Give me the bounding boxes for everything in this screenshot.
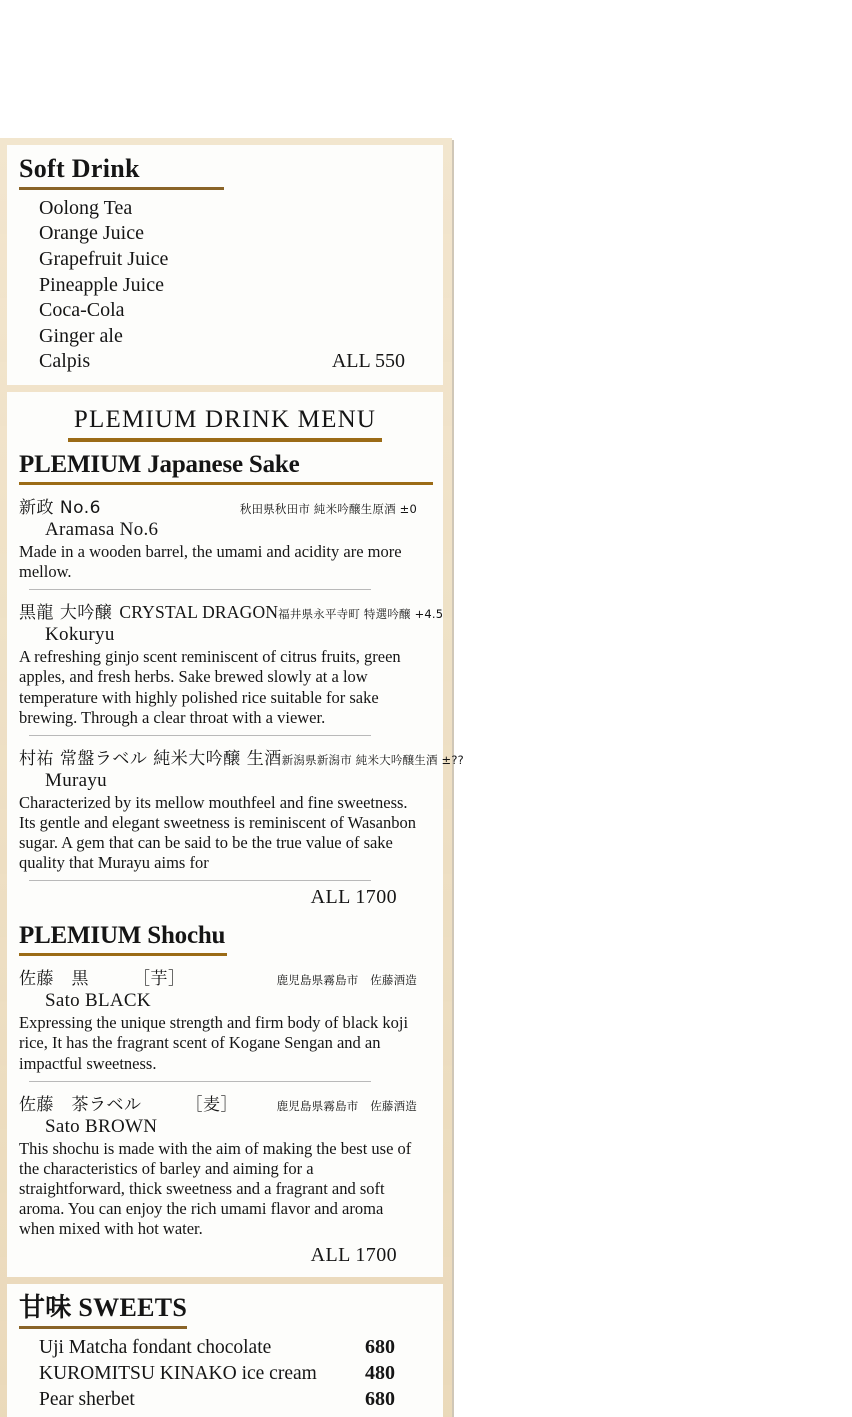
entry-name-romaji: Sato BLACK (45, 990, 151, 1012)
premium-drink-panel (7, 392, 464, 1277)
entry-region: 鹿児島県霧島市 佐藤酒造 (276, 973, 417, 988)
menu-page (0, 138, 464, 1417)
entry-name-romaji: Kokuryu (45, 624, 115, 646)
item-name: Oolong Tea (39, 196, 133, 219)
sweets-title: 甘味 SWEETS (19, 1293, 187, 1329)
entry-name-jp: 佐藤 茶ラベル ［麦］ (19, 1094, 238, 1115)
premium-sake-heading: PLEMIUM Japanese Sake (19, 451, 433, 485)
item-price: 480 (365, 1362, 395, 1385)
soft-drink-title: Soft Drink (19, 154, 224, 190)
entry-divider (29, 1081, 371, 1082)
list-item (17, 221, 433, 247)
item-name: Pear sherbet (39, 1389, 135, 1411)
entry-divider (29, 589, 371, 590)
premium-banner-title: PLEMIUM DRINK MENU (68, 406, 382, 442)
sweets-panel (7, 1284, 443, 1417)
entry-header (19, 493, 431, 518)
entry-name-jp: 佐藤 黒 ［芋］ (19, 969, 186, 990)
premium-banner (17, 406, 433, 442)
item-name: Orange Juice (39, 222, 144, 245)
entry-name-en: CRYSTAL DRAGON (119, 602, 279, 623)
list-item (17, 298, 433, 324)
entry-region: 新潟県新潟市 純米大吟醸生酒 ±?? (281, 752, 464, 767)
entry-name-jp: 新政 No.6 (19, 498, 101, 519)
item-name: Pineapple Juice (39, 273, 164, 296)
entry-name-jp: 黒龍 大吟醸 (19, 603, 113, 624)
item-name: Coca-Cola (39, 299, 125, 322)
entry-description: A refreshing ginjo scent reminiscent of citrus fruits, green apples, and fresh herbs. Sake brewed slowly at a low temperature with highly polished rice suitable for sake brewing. Through a clear throat with a viewer. (19, 647, 401, 727)
list-item (17, 324, 433, 350)
list-item (17, 1335, 433, 1361)
shochu-entry (17, 1090, 433, 1240)
entry-region: 福井県永平寺町 特選吟醸 +4.5 (278, 607, 444, 622)
item-price: ALL 550 (331, 350, 405, 373)
item-name: Uji Matcha fondant chocolate (39, 1337, 272, 1359)
entry-description: Made in a wooden barrel, the umami and acidity are more mellow. (19, 542, 402, 582)
shochu-entry (17, 964, 433, 1081)
entry-header (19, 744, 464, 769)
sweets-list (17, 1335, 433, 1413)
item-name: Grapefruit Juice (39, 248, 169, 271)
sake-entry (17, 598, 444, 736)
entry-header (19, 598, 444, 624)
premium-shochu-heading: PLEMIUM Shochu (19, 922, 227, 956)
entry-name-jp: 村祐 常盤ラベル 純米大吟醸 生酒 (19, 748, 282, 769)
entry-description: This shochu is made with the aim of making the best use of the characteristics of barley and aiming for a straightforward, thick sweetness and a fragrant and soft aroma. You can enjoy the rich umami flavor and aroma when mixed with hot water. (19, 1138, 412, 1239)
list-item (17, 247, 433, 273)
sake-entry (17, 493, 433, 590)
sake-group-price: ALL 1700 (310, 886, 397, 909)
entry-name-romaji: Murayu (45, 769, 107, 791)
entry-description: Characterized by its mellow mouthfeel and fine sweetness. Its gentle and elegant sweetness is reminiscent of Wasanbon sugar. A gem that can be said to be the true value of sake quality that Murayu aims for (19, 792, 417, 873)
shochu-group-price: ALL 1700 (310, 1244, 397, 1267)
item-price: 680 (365, 1388, 395, 1411)
list-item (17, 1361, 433, 1387)
entry-name-romaji: Sato BROWN (45, 1115, 158, 1137)
entry-name-romaji: Aramasa No.6 (45, 519, 159, 541)
sake-entry (17, 744, 464, 882)
list-item (17, 349, 433, 375)
item-price: 680 (365, 1336, 395, 1359)
entry-header (19, 964, 431, 989)
item-name: KUROMITSU KINAKO ice cream (39, 1363, 317, 1385)
item-name: Ginger ale (39, 324, 123, 347)
soft-drink-list (17, 196, 433, 375)
item-name: Calpis (39, 350, 91, 373)
list-item (17, 196, 433, 222)
soft-drink-panel (7, 145, 443, 385)
entry-divider (29, 735, 371, 736)
entry-header (19, 1090, 431, 1115)
entry-description: Expressing the unique strength and firm body of black koji rice, It has the fragrant scent of Kogane Sengan and an impactful sweetness. (19, 1013, 409, 1073)
list-item (17, 273, 433, 299)
entry-region: 秋田県秋田市 純米吟醸生原酒 ±0 (239, 502, 417, 517)
list-item (17, 1387, 433, 1413)
entry-region: 鹿児島県霧島市 佐藤酒造 (276, 1098, 417, 1113)
